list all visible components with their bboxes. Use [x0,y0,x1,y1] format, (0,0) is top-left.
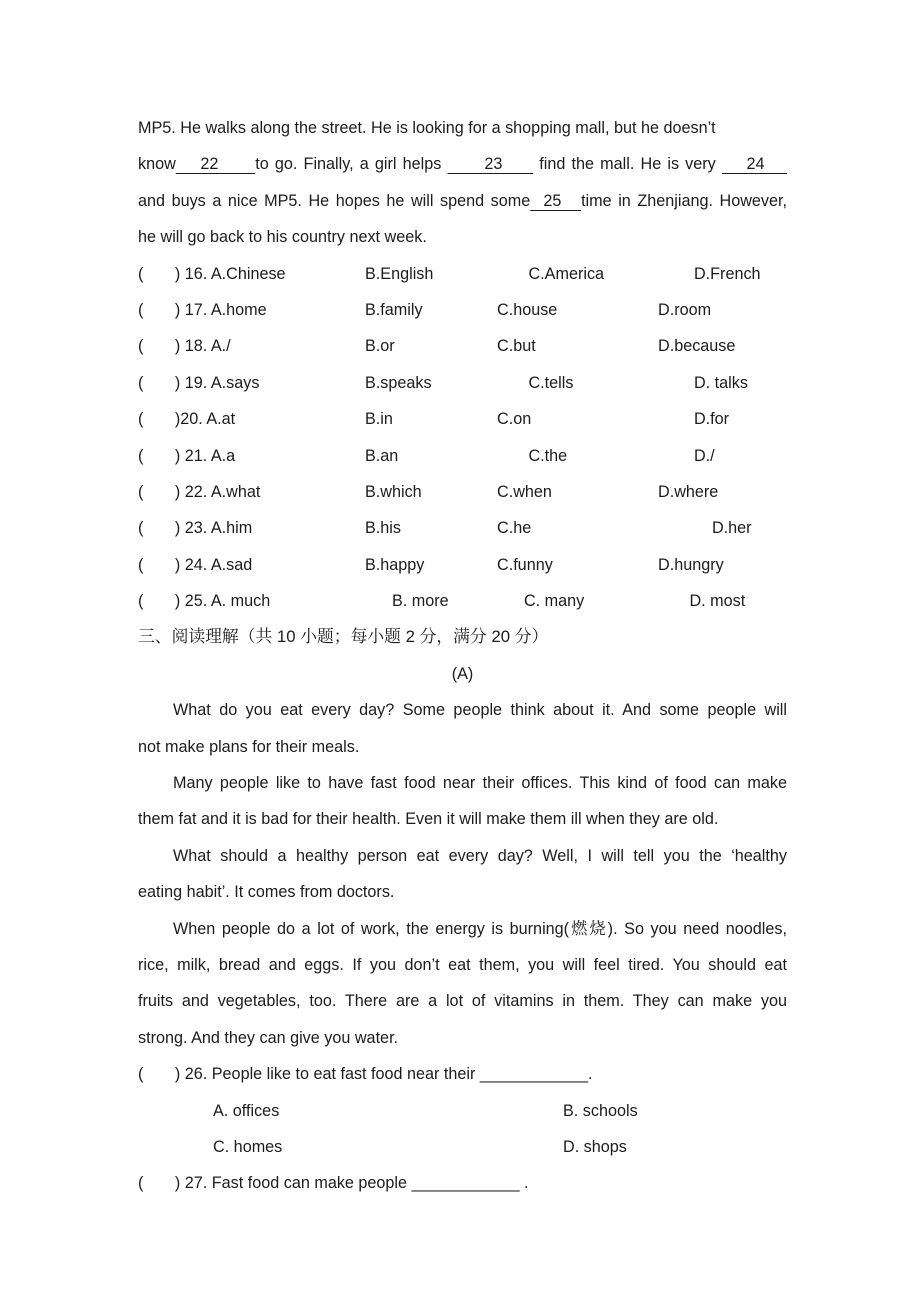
fill-blank-underline: 22 [175,155,256,174]
cloze-option-a: ( ) 18. A./ [138,337,231,356]
question-26-options [138,1093,787,1166]
cloze-passage [138,110,787,256]
cloze-option-d: D.room [658,300,712,319]
cloze-passage-line: he will go back to his country next week. [138,228,427,247]
cloze-question-row [138,328,787,364]
fill-blank-underline: 23 [447,155,534,174]
cloze-option-c: C.America [497,264,605,283]
cloze-option-b: B.speaks [365,373,432,392]
cloze-option-b: B.happy [365,555,425,574]
cloze-option-c: C.funny [497,555,553,574]
cloze-option-c: C.on [497,410,532,429]
cloze-option-a: ( ) 24. A.sad [138,555,253,574]
cloze-option-d: D.hungry [658,555,724,574]
cloze-option-d: D.where [658,482,719,501]
passage-line: What do you eat every day? Some people think about it. And some people will [173,701,787,720]
question-26-option-right: B. schools [563,1101,638,1120]
reading-passage [138,692,787,1056]
cloze-question-row [138,292,787,328]
cloze-option-a: ( ) 16. A.Chinese [138,264,286,283]
cloze-passage-line: know 22 to go. Finally, a girl helps 23 find the mall. He is very 24 [138,155,787,174]
cloze-option-a: ( )20. A.at [138,410,236,429]
cloze-option-d: D.because [658,337,736,356]
cloze-question-row [138,474,787,510]
cloze-option-a: ( ) 25. A. much [138,592,271,611]
cloze-option-c: C.he [497,519,532,538]
cloze-option-b: B.or [365,337,395,356]
passage-line: them fat and it is bad for their health. Even it will make them ill when they are old. [138,810,719,829]
cloze-question-row [138,365,787,401]
cloze-option-d: D. most [658,592,746,611]
question-26-option-row [138,1093,787,1129]
question-26-option-left: A. offices [213,1101,280,1120]
cloze-option-b: B.in [365,410,393,429]
cloze-option-a: ( ) 17. A.home [138,300,267,319]
cloze-passage-line: MP5. He walks along the street. He is looking for a shopping mall, but he doesn’t [138,119,716,137]
passage-line: What should a healthy person eat every day? Well, I will tell you the ‘healthy [173,846,787,865]
passage-line: rice, milk, bread and eggs. If you don’t eat them, you will feel tired. You should eat [138,955,787,974]
cloze-option-a: ( ) 21. A.a [138,446,236,465]
cloze-option-d: D./ [658,446,715,465]
cloze-option-d: D. talks [658,373,748,392]
question-26-option-row [138,1129,787,1165]
passage-line: eating habit’. It comes from doctors. [138,883,395,902]
document-content [138,110,787,1202]
question-26-option-left: C. homes [213,1137,283,1156]
cloze-question-list [138,256,787,620]
cloze-option-d: D.her [658,519,752,538]
cloze-option-d: D.for [658,410,730,429]
cloze-question-row [138,438,787,474]
cloze-question-row [138,510,787,546]
cloze-option-b: B. more [365,592,449,611]
cloze-question-row [138,583,787,619]
cloze-option-a: ( ) 19. A.says [138,373,260,392]
passage-line: not make plans for their meals. [138,737,360,756]
reading-question-26: ( ) 26. People like to eat fast food near their ____________. [138,1065,593,1084]
passage-line: When people do a lot of work, the energy is burning(燃烧). So you need noodles, [173,919,787,938]
cloze-passage-line: and buys a nice MP5. He hopes he will spend some 25 time in Zhenjiang. However, [138,191,787,210]
cloze-option-c: C.when [497,482,552,501]
cloze-question-row [138,547,787,583]
question-26-option-right: D. shops [563,1137,627,1156]
cloze-option-a: ( ) 23. A.him [138,519,253,538]
passage-line: Many people like to have fast food near their offices. This kind of food can make [173,774,787,793]
passage-line: strong. And they can give you water. [138,1028,399,1047]
fill-blank-underline: 25 [530,191,582,210]
cloze-option-b: B.family [365,300,423,319]
cloze-option-a: ( ) 22. A.what [138,482,261,501]
reading-question-27: ( ) 27. Fast food can make people ____________ . [138,1174,529,1193]
cloze-option-b: B.which [365,482,422,501]
cloze-question-row [138,256,787,292]
reading-section-header: 三、阅读理解（共 10 小题；每小题 2 分，满分 20 分） [138,627,549,647]
cloze-option-b: B.his [365,519,401,538]
cloze-option-d: D.French [658,264,761,283]
cloze-option-c: C. many [497,592,585,611]
cloze-question-row [138,401,787,437]
cloze-option-c: C.the [497,446,568,465]
cloze-option-c: C.tells [497,373,574,392]
cloze-option-b: B.an [365,446,399,465]
cloze-option-c: C.house [497,300,558,319]
passage-line: fruits and vegetables, too. There are a lot of vitamins in them. They can make you [138,992,787,1011]
cloze-option-b: B.English [365,264,434,283]
fill-blank-underline: 24 [721,155,787,174]
passage-label: (A) [451,664,474,683]
cloze-option-c: C.but [497,337,536,356]
